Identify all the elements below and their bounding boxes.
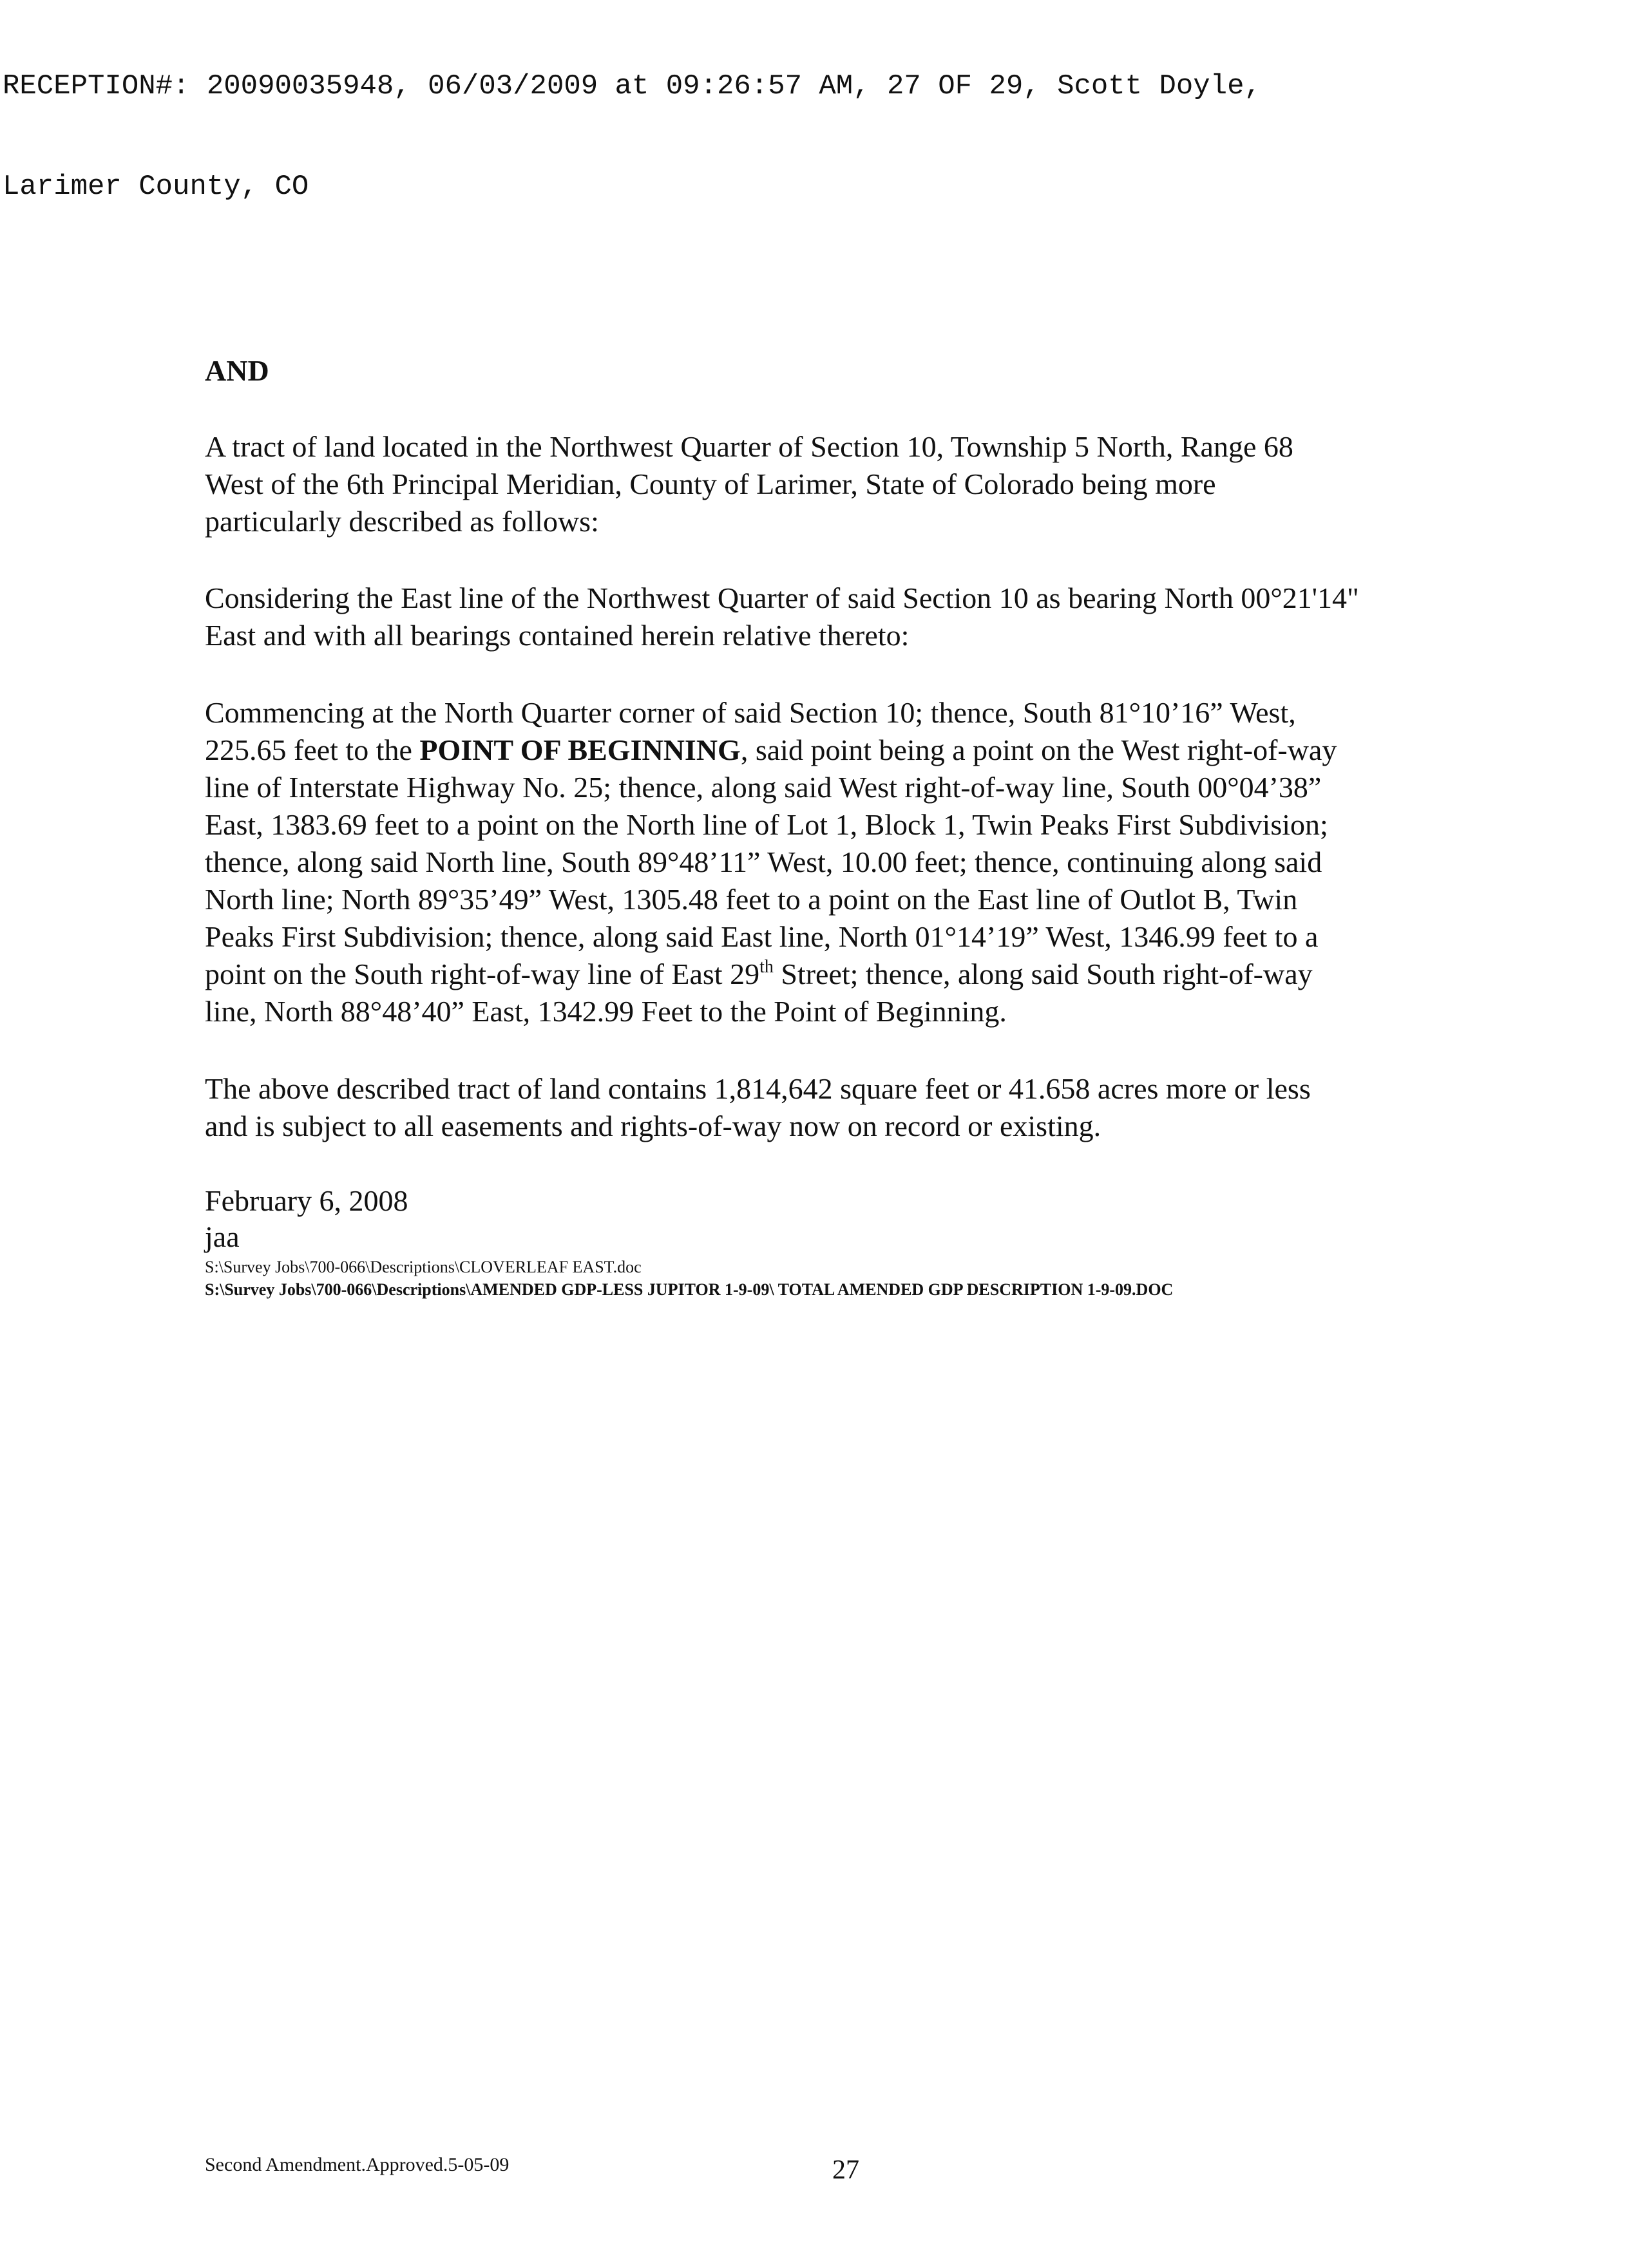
- paragraph-line: North line; North 89°35’49” West, 1305.48 feet to a point on the East line of Outlot B, Twin: [205, 883, 1298, 916]
- text-run: 225.65 feet to the: [205, 733, 420, 766]
- reception-stamp-line-1: RECEPTION#: 20090035948, 06/03/2009 at 09:26:57 AM, 27 OF 29, Scott Doyle,: [3, 70, 1261, 102]
- author-initials: jaa: [205, 1220, 240, 1253]
- section-heading: AND: [205, 354, 269, 387]
- paragraph-line: Considering the East line of the Northwest Quarter of said Section 10 as bearing North 00°21'14": [205, 581, 1359, 614]
- tract-description-paragraph: [205, 428, 1493, 540]
- paragraph-line: line of Interstate Highway No. 25; thence, along said West right-of-way line, South 00°04’38”: [205, 771, 1322, 804]
- text-run: Street; thence, along said South right-of-way: [773, 958, 1313, 990]
- point-of-beginning-label: POINT OF BEGINNING: [419, 733, 741, 766]
- legal-description-paragraph: [205, 694, 1493, 1030]
- paragraph-line: East and with all bearings contained herein relative thereto:: [205, 619, 910, 652]
- footer-document-label: Second Amendment.Approved.5-05-09: [205, 2154, 510, 2175]
- paragraph-line: line, North 88°48’40” East, 1342.99 Feet to the Point of Beginning.: [205, 995, 1007, 1028]
- text-run: , said point being a point on the West right-of-way: [740, 733, 1337, 766]
- bearing-basis-paragraph: [205, 580, 1493, 654]
- paragraph-line: [205, 956, 1493, 993]
- document-date: February 6, 2008: [205, 1184, 408, 1217]
- paragraph-line: East, 1383.69 feet to a point on the North line of Lot 1, Block 1, Twin Peaks First Subdivision;: [205, 808, 1328, 841]
- paragraph-line: The above described tract of land contains 1,814,642 square feet or 41.658 acres more or less: [205, 1072, 1311, 1105]
- reception-stamp: [3, 3, 1261, 270]
- paragraph-line: West of the 6th Principal Meridian, County of Larimer, State of Colorado being more: [205, 468, 1216, 500]
- paragraph-line: [205, 732, 1493, 769]
- page-number: 27: [832, 2155, 859, 2185]
- paragraph-line: thence, along said North line, South 89°48’11” West, 10.00 feet; thence, continuing along said: [205, 846, 1322, 878]
- text-run: point on the South right-of-way line of East 29: [205, 958, 760, 990]
- paragraph-line: and is subject to all easements and rights-of-way now on record or existing.: [205, 1110, 1101, 1142]
- file-path-amended: S:\Survey Jobs\700-066\Descriptions\AMENDED GDP-LESS JUPITOR 1-9-09\ TOTAL AMENDED GDP DESCRIPTION 1-9-09.DOC: [205, 1280, 1174, 1299]
- paragraph-line: A tract of land located in the Northwest Quarter of Section 10, Township 5 North, Range 68: [205, 430, 1293, 463]
- paragraph-line: Commencing at the North Quarter corner of said Section 10; thence, South 81°10’16” West,: [205, 696, 1296, 729]
- superscript-ordinal: th: [759, 957, 774, 977]
- reception-stamp-line-2: Larimer County, CO: [3, 171, 309, 203]
- paragraph-line: Peaks First Subdivision; thence, along said East line, North 01°14’19” West, 1346.99 feet to a: [205, 920, 1319, 953]
- paragraph-line: particularly described as follows:: [205, 505, 599, 538]
- area-summary-paragraph: [205, 1070, 1493, 1145]
- file-path-original: S:\Survey Jobs\700-066\Descriptions\CLOVERLEAF EAST.doc: [205, 1258, 642, 1276]
